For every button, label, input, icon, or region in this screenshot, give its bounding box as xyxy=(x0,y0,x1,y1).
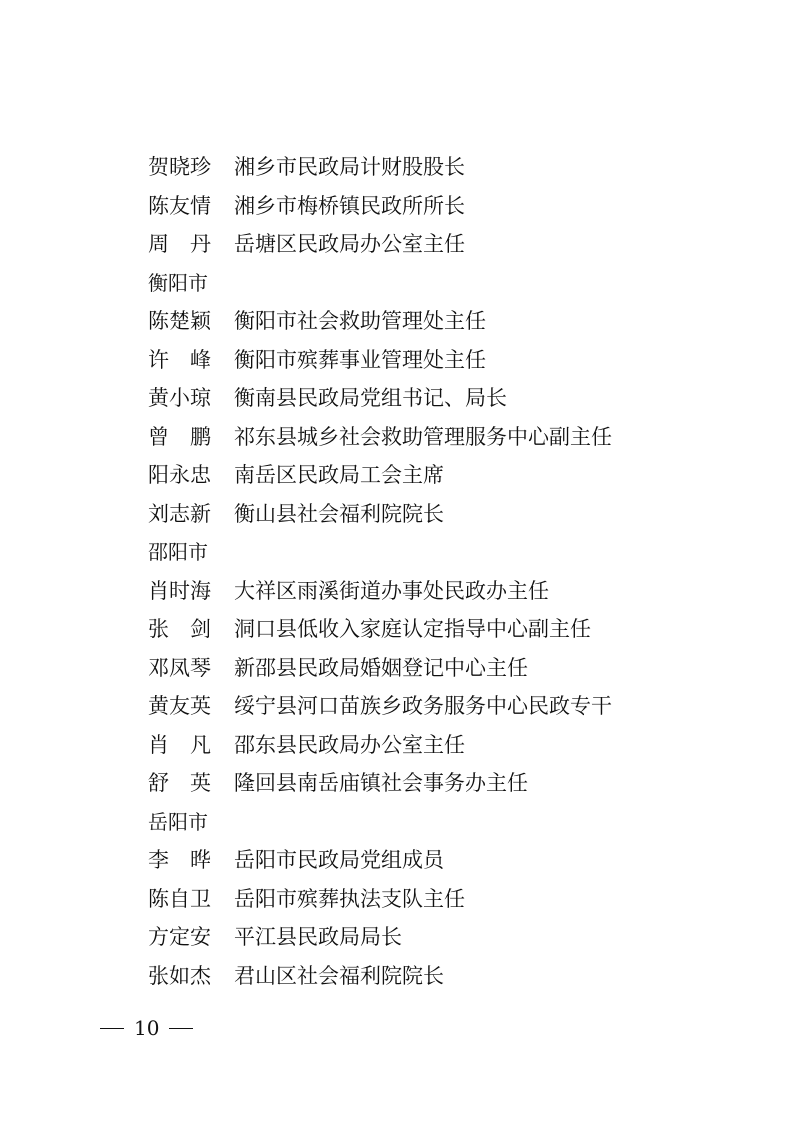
person-title: 大祥区雨溪街道办事处民政办主任 xyxy=(234,578,549,603)
person-title: 新邵县民政局婚姻登记中心主任 xyxy=(234,655,528,680)
list-item xyxy=(148,918,748,957)
page-number: 10 xyxy=(134,1016,160,1040)
person-name: 周丹 xyxy=(148,232,232,256)
page-footer xyxy=(100,1014,193,1042)
person-name: 邓凤琴 xyxy=(148,655,211,680)
person-name: 刘志新 xyxy=(148,501,211,526)
person-name: 陈楚颖 xyxy=(148,309,211,333)
person-name: 肖时海 xyxy=(148,578,211,603)
list-item xyxy=(148,572,748,611)
person-title: 衡阳市社会救助管理处主任 xyxy=(234,309,486,333)
person-name: 李晔 xyxy=(148,848,232,872)
person-title: 岳塘区民政局办公室主任 xyxy=(234,232,465,256)
person-name: 张如杰 xyxy=(148,963,211,988)
person-title: 君山区社会福利院院长 xyxy=(234,963,444,988)
person-title: 邵东县民政局办公室主任 xyxy=(234,732,465,757)
person-name: 许峰 xyxy=(148,347,232,372)
person-name: 陈自卫 xyxy=(148,886,211,911)
person-title: 绥宁县河口苗族乡政务服务中心民政专干 xyxy=(234,694,612,718)
person-title: 岳阳市民政局党组成员 xyxy=(234,848,444,872)
person-name: 阳永忠 xyxy=(148,463,211,487)
list-item xyxy=(148,456,748,495)
region-heading: 邵阳市 xyxy=(148,540,208,564)
person-name: 张剑 xyxy=(148,617,232,641)
footer-dash-right xyxy=(169,1028,193,1029)
region-heading: 岳阳市 xyxy=(148,809,208,834)
person-title: 衡南县民政局党组书记、局长 xyxy=(234,386,507,410)
list-item xyxy=(148,495,748,534)
list-item xyxy=(148,649,748,688)
person-title: 衡阳市殡葬事业管理处主任 xyxy=(234,347,486,372)
list-item xyxy=(148,880,748,919)
person-title: 南岳区民政局工会主席 xyxy=(234,463,444,487)
person-title: 祁东县城乡社会救助管理服务中心副主任 xyxy=(234,424,612,449)
person-name: 陈友情 xyxy=(148,193,211,218)
list-item xyxy=(148,341,748,380)
person-name: 方定安 xyxy=(148,925,211,949)
list-item xyxy=(148,418,748,457)
list-item xyxy=(148,687,748,726)
person-title: 湘乡市民政局计财股股长 xyxy=(234,155,465,179)
person-title: 隆回县南岳庙镇社会事务办主任 xyxy=(234,771,528,795)
list-item xyxy=(148,379,748,418)
list-item xyxy=(148,841,748,880)
personnel-list xyxy=(148,148,748,995)
person-name: 黄小琼 xyxy=(148,386,211,410)
list-item xyxy=(148,187,748,226)
person-name: 肖凡 xyxy=(148,732,232,757)
person-title: 洞口县低收入家庭认定指导中心副主任 xyxy=(234,617,591,641)
list-item xyxy=(148,610,748,649)
person-name: 贺晓珍 xyxy=(148,155,211,179)
person-title: 平江县民政局局长 xyxy=(234,925,402,949)
list-item xyxy=(148,225,748,264)
person-name: 黄友英 xyxy=(148,694,211,718)
person-title: 湘乡市梅桥镇民政所所长 xyxy=(234,193,465,218)
list-item xyxy=(148,302,748,341)
footer-dash-left xyxy=(100,1028,124,1029)
person-title: 衡山县社会福利院院长 xyxy=(234,501,444,526)
person-name: 曾鹏 xyxy=(148,424,232,449)
person-name: 舒英 xyxy=(148,771,232,795)
list-item xyxy=(148,726,748,765)
list-item xyxy=(148,764,748,803)
list-item xyxy=(148,148,748,187)
person-title: 岳阳市殡葬执法支队主任 xyxy=(234,886,465,911)
list-item xyxy=(148,957,748,996)
region-heading: 衡阳市 xyxy=(148,270,208,295)
